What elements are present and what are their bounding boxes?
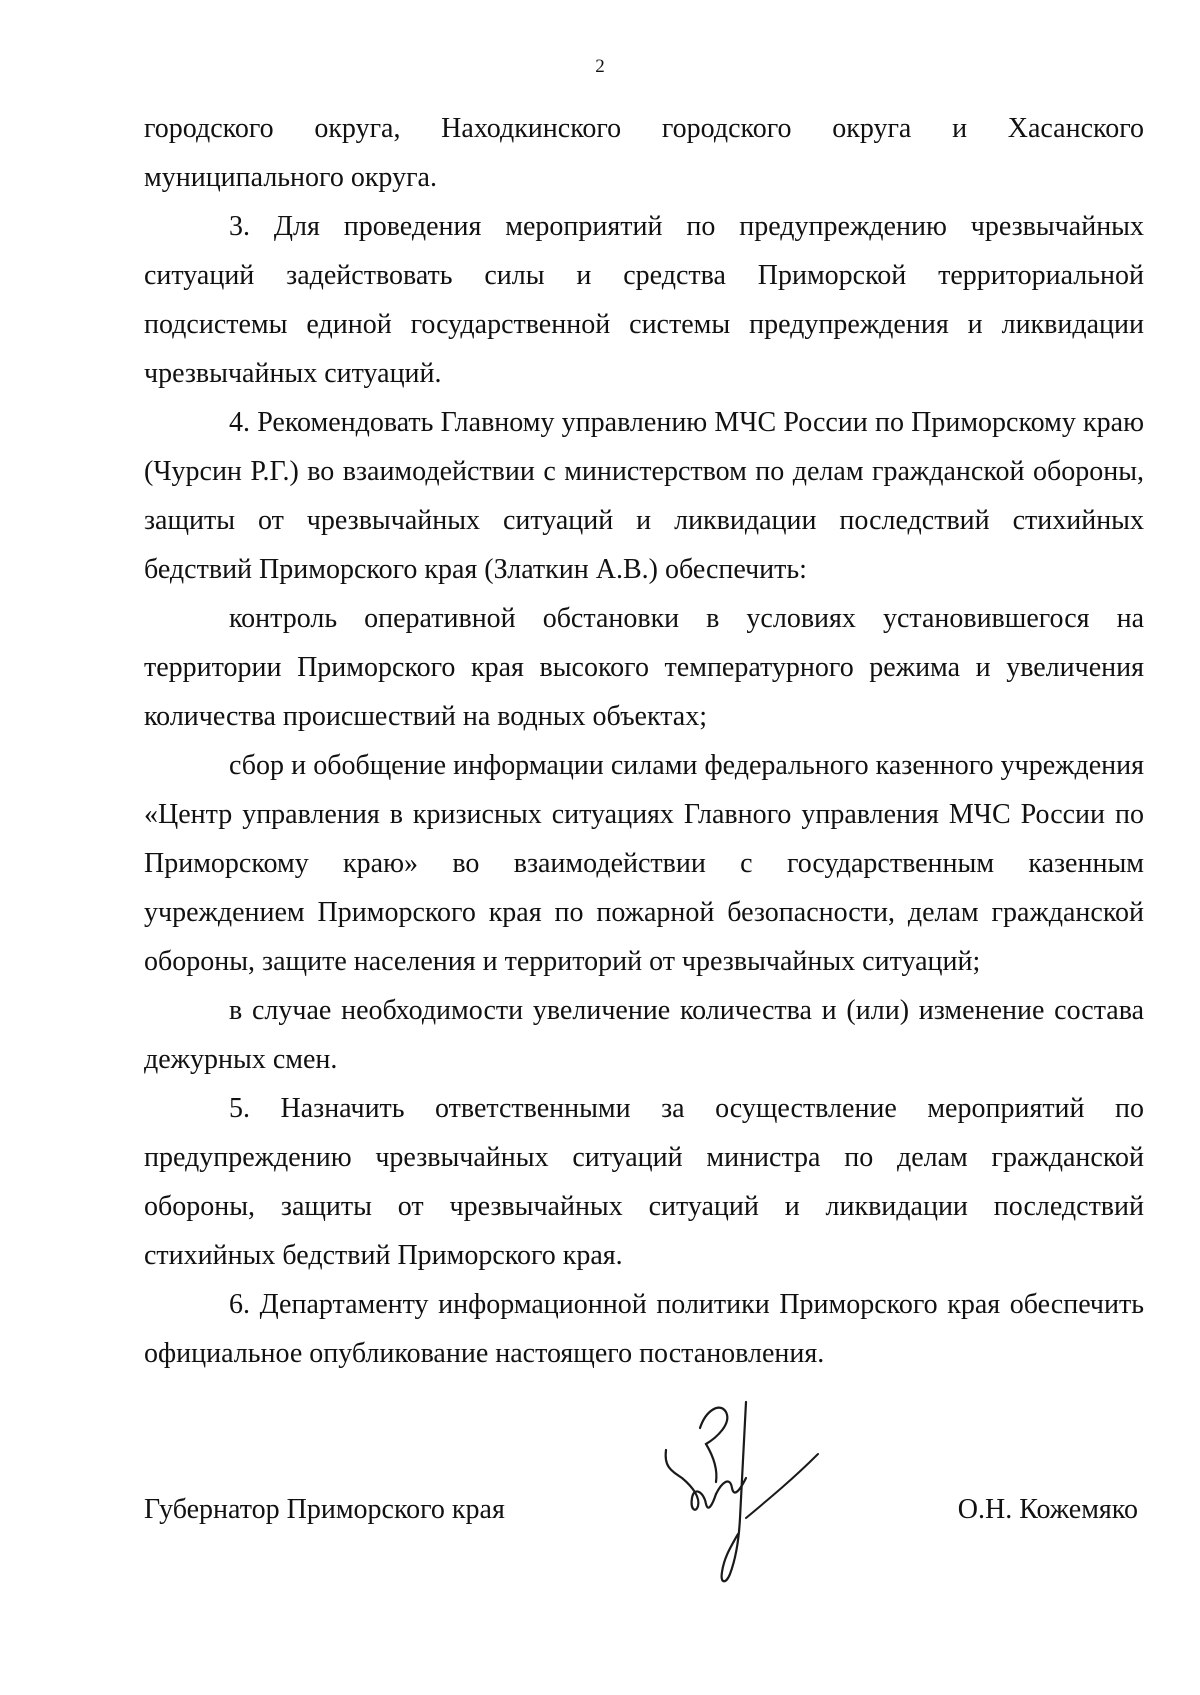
paragraph-shifts: в случае необходимости увеличение количества и (или) изменение состава дежурных смен. xyxy=(144,995,1144,1075)
document-body xyxy=(144,104,1144,1378)
paragraph-item-3: 3. Для проведения мероприятий по предупреждению чрезвычайных ситуаций задействовать силы и средства Приморской территориальной подсистемы единой государственной системы предупреждения и ликвидации чрезвычайных ситуаций. xyxy=(144,211,1144,389)
paragraph-item-4: 4. Рекомендовать Главному управлению МЧС России по Приморскому краю (Чурсин Р.Г.) во взаимодействии с министерством по делам гражданской обороны, защиты от чрезвычайных ситуаций и ликвидации последствий стихийных бедствий Приморского края (Златкин А.В.) обеспечить: xyxy=(144,407,1144,585)
paragraph-item-6: 6. Департаменту информационной политики Приморского края обеспечить официальное опубликование настоящего постановления. xyxy=(144,1289,1144,1369)
signature-block xyxy=(144,1485,1144,1545)
paragraph-continuation: городского округа, Находкинского городского округа и Хасанского муниципального округа. xyxy=(144,113,1144,193)
page-number: 2 xyxy=(595,56,605,77)
paragraph-control: контроль оперативной обстановки в условиях установившегося на территории Приморского края высокого температурного режима и увеличения количества происшествий на водных объектах; xyxy=(144,603,1144,732)
signatory-position: Губернатор Приморского края xyxy=(144,1494,505,1525)
paragraph-info-collection: сбор и обобщение информации силами федерального казенного учреждения «Центр управления в кризисных ситуациях Главного управления МЧС России по Приморскому краю» во взаимодействии с государственным казенным учреждением Приморского края по пожарной безопасности, делам гражданской обороны, защите населения и территорий от чрезвычайных ситуаций; xyxy=(144,750,1144,977)
signatory-name: О.Н. Кожемяко xyxy=(957,1494,1138,1525)
paragraph-item-5: 5. Назначить ответственными за осуществление мероприятий по предупреждению чрезвычайных ситуаций министра по делам гражданской обороны, защиты от чрезвычайных ситуаций и ликвидации последствий стихийных бедствий Приморского края. xyxy=(144,1093,1144,1271)
